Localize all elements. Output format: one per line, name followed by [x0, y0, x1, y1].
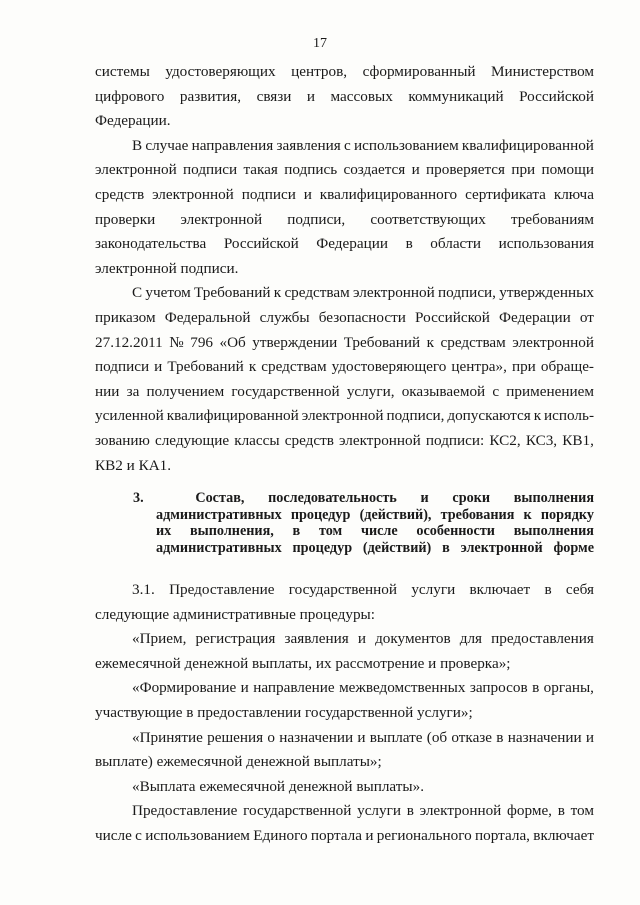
text-line: «Принятие решения о назначении и выплате (об отказе в назначении и: [132, 728, 594, 746]
heading-line: 3. Состав, последовательность и сроки выполнения: [133, 490, 594, 507]
text-line: подписи и Требований к средствам удостоверяющего центра», при обраще-: [95, 358, 594, 376]
text-line: числе с использованием Единого портала и регионального портала, включает: [95, 827, 594, 845]
text-line: цифрового развития, связи и массовых коммуникаций Российской: [95, 87, 594, 105]
text-line: зованию следующие классы средств электронной подписи: КС2, КС3, КВ1,: [95, 431, 594, 449]
text-line: В случае направления заявления с использованием квалифицированной: [132, 136, 594, 154]
text-line: усиленной квалифицированной электронной подписи, допускаются к исполь-: [95, 407, 594, 425]
text-line: законодательства Российской Федерации в области использования: [95, 235, 594, 253]
text-line: Федерации.: [95, 112, 171, 130]
text-line: электронной подписи.: [95, 259, 239, 277]
text-line: приказом Федеральной службы безопасности Российской Федерации от: [95, 308, 594, 326]
text-line: выплате) ежемесячной денежной выплаты»;: [95, 753, 382, 771]
text-line: ежемесячной денежной выплаты, их рассмотрение и проверка»;: [95, 654, 511, 672]
text-line: участвующие в предоставлении государственной услуги»;: [95, 704, 473, 722]
text-line: «Выплата ежемесячной денежной выплаты».: [132, 777, 424, 795]
text-line: С учетом Требований к средствам электронной подписи, утвержденных: [132, 284, 594, 302]
text-line: проверки электронной подписи, соответствующих требованиям: [95, 210, 594, 228]
text-line: следующие административные процедуры:: [95, 605, 375, 623]
heading-line: административных процедур (действий), требования к порядку: [156, 506, 594, 523]
section-heading: [95, 490, 594, 556]
heading-line: административных процедур (действий) в электронной форме: [156, 539, 594, 556]
text-line: 3.1. Предоставление государственной услуги включает в себя: [132, 581, 594, 599]
text-line: системы удостоверяющих центров, сформированный Министерством: [95, 63, 594, 80]
text-line: нии за получением государственной услуги, оказываемой с применением: [95, 382, 594, 400]
page-number: 17: [313, 36, 327, 51]
text-line: «Формирование и направление межведомственных запросов в органы,: [132, 679, 594, 697]
heading-line: их выполнения, в том числе особенности выполнения: [156, 523, 594, 540]
text-line: средств электронной подписи и квалифицированного сертификата ключа: [95, 185, 594, 203]
document-body: [95, 60, 594, 849]
heading-number: 3.: [133, 490, 144, 507]
paragraphs-after-heading: [95, 578, 594, 849]
text-line: 27.12.2011 № 796 «Об утверждении Требований к средствам электронной: [95, 333, 594, 351]
text-line: электронной подписи такая подпись создается и проверяется при помощи: [95, 161, 594, 179]
text-line: КВ2 и КА1.: [95, 456, 172, 474]
text-line: Предоставление государственной услуги в электронной форме, в том: [132, 802, 594, 820]
text-line: «Прием, регистрация заявления и документов для предоставления: [132, 630, 594, 648]
paragraphs-before-heading: [95, 60, 594, 478]
